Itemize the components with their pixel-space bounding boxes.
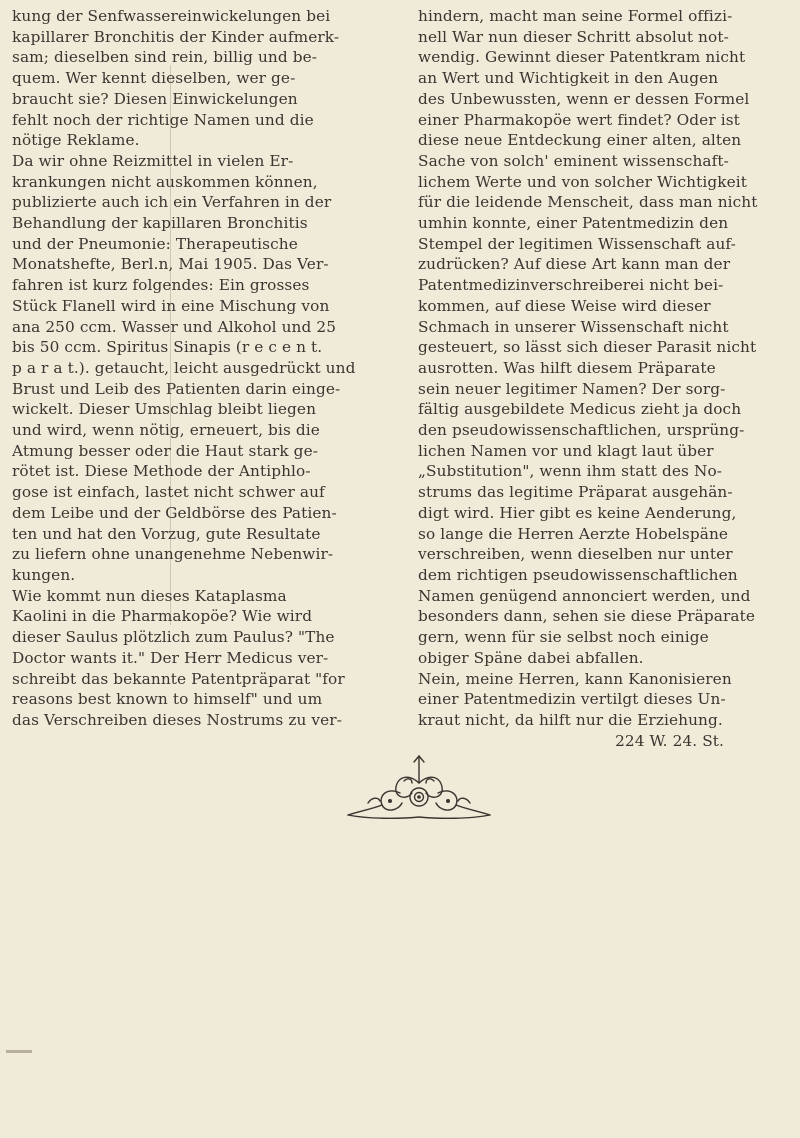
text-line: lichem Werte und von solcher Wichtigkeit [418,172,748,191]
text-line: gesteuert, so lässt sich dieser Parasit nicht [418,338,757,357]
text-line: kapillarer Bronchitis der Kinder aufmerk- [12,27,340,46]
text-line: „Substitution", wenn ihm statt des No- [418,462,723,481]
text-line: Wie kommt nun dieses Kataplasma [12,586,287,605]
text-line: krankungen nicht auskommen können, [12,172,318,191]
text-line: Doctor wants it." Der Herr Medicus ver- [12,648,329,667]
text-line: sam; dieselben sind rein, billig und be- [12,48,318,67]
text-line: Sache von solch' eminent wissenschaft- [418,151,729,170]
text-line: lichen Namen vor und klagt laut über [418,441,714,460]
text-line: wendig. Gewinnt dieser Patentkram nicht [418,48,746,67]
text-line: Patentmedizinverschreiberei nicht bei- [418,276,724,295]
text-line: ana 250 ccm. Wasser und Alkohol und 25 [12,317,337,336]
floral-vignette-icon [338,753,500,823]
text-line: an Wert und Wichtigkeit in den Augen [418,69,719,88]
text-line: reasons best known to himself" und um [12,690,323,709]
text-line: publizierte auch ich ein Verfahren in der [12,193,332,212]
author-address-signature: 224 W. 24. St. [615,731,724,750]
text-line: dem Leibe und der Geldbörse des Patien- [12,503,337,522]
text-line: bis 50 ccm. Spiritus Sinapis (r e c e n t. [12,338,323,357]
text-line: fehlt noch der richtige Namen und die [12,110,314,129]
text-line: für die leidende Menscheit, dass man nicht [418,193,758,212]
text-line: fältig ausgebildete Medicus zieht ja doch [418,400,742,419]
text-line: kungen. [12,565,76,584]
text-line: verschreiben, wenn dieselben nur unter [418,545,733,564]
text-line: Monatshefte, Berl.n, Mai 1905. Das Ver- [12,255,329,274]
text-line: braucht sie? Diesen Einwickelungen [12,89,298,108]
text-line: wickelt. Dieser Umschlag bleibt liegen [12,400,317,419]
text-line: nötige Reklame. [12,131,140,150]
text-line: fahren ist kurz folgendes: Ein grosses [12,276,310,295]
text-line: zu liefern ohne unangenehme Nebenwir- [12,545,334,564]
text-line: umhin konnte, einer Patentmedizin den [418,214,729,233]
text-line: hindern, macht man seine Formel offizi- [418,7,733,25]
text-line: besonders dann, sehen sie diese Präparate [418,607,756,626]
text-line: Namen genügend annonciert werden, und [418,586,751,605]
text-line: kung der Senfwassereinwickelungen bei [12,7,331,25]
text-line: zudrücken? Auf diese Art kann man der [418,255,731,274]
text-line: den pseudowissenschaftlichen, ursprüng- [418,421,745,440]
text-line: das Verschreiben dieses Nostrums zu ver- [12,710,342,729]
text-line: ten und hat den Vorzug, gute Resultate [12,524,321,543]
right-column [418,6,794,751]
text-line: dieser Saulus plötzlich zum Paulus? "The [12,628,335,647]
text-line: des Unbewussten, wenn er dessen Formel [418,89,750,108]
text-line: Kaolini in die Pharmakopöe? Wie wird [12,607,313,626]
text-line: quem. Wer kennt dieselben, wer ge- [12,69,296,88]
text-line: und der Pneumonie: Therapeutische [12,234,298,253]
text-line: Brust und Leib des Patienten darin einge- [12,379,341,398]
text-line: kraut nicht, da hilft nur die Erziehung. [418,710,723,729]
text-line: obiger Späne dabei abfallen. [418,648,644,667]
text-line: so lange die Herren Aerzte Hobelspäne [418,524,729,543]
margin-smudge [6,1050,32,1053]
text-line: Behandlung der kapillaren Bronchitis [12,214,308,233]
text-line: Stück Flanell wird in eine Mischung von [12,296,330,315]
text-line: p a r a t.). getaucht, leicht ausgedrückt und [12,358,356,377]
text-line: schreibt das bekannte Patentpräparat "for [12,669,345,688]
text-line: gern, wenn für sie selbst noch einige [418,628,709,647]
text-line: rötet ist. Diese Methode der Antiphlo- [12,462,311,481]
text-line: einer Pharmakopöe wert findet? Oder ist [418,110,740,129]
text-line: dem richtigen pseudowissenschaftlichen [418,565,738,584]
text-line: ausrotten. Was hilft diesem Präparate [418,358,716,377]
text-line: digt wird. Hier gibt es keine Aenderung, [418,503,737,522]
text-line: strums das legitime Präparat ausgehän- [418,483,733,502]
text-line: nell War nun dieser Schritt absolut not- [418,27,729,46]
text-line: Atmung besser oder die Haut stark ge- [12,441,318,460]
text-line: Schmach in unserer Wissenschaft nicht [418,317,729,336]
text-line: sein neuer legitimer Namen? Der sorg- [418,379,726,398]
left-column [12,6,398,731]
text-line: Stempel der legitimen Wissenschaft auf- [418,234,736,253]
text-line: diese neue Entdeckung einer alten, alten [418,131,742,150]
text-line: Nein, meine Herren, kann Kanonisieren [418,669,732,688]
text-line: und wird, wenn nötig, erneuert, bis die [12,421,320,440]
text-line: Da wir ohne Reizmittel in vielen Er- [12,151,294,170]
text-line: einer Patentmedizin vertilgt dieses Un- [418,690,726,709]
text-line: kommen, auf diese Weise wird dieser [418,296,711,315]
text-line: gose ist einfach, lastet nicht schwer auf [12,483,325,502]
